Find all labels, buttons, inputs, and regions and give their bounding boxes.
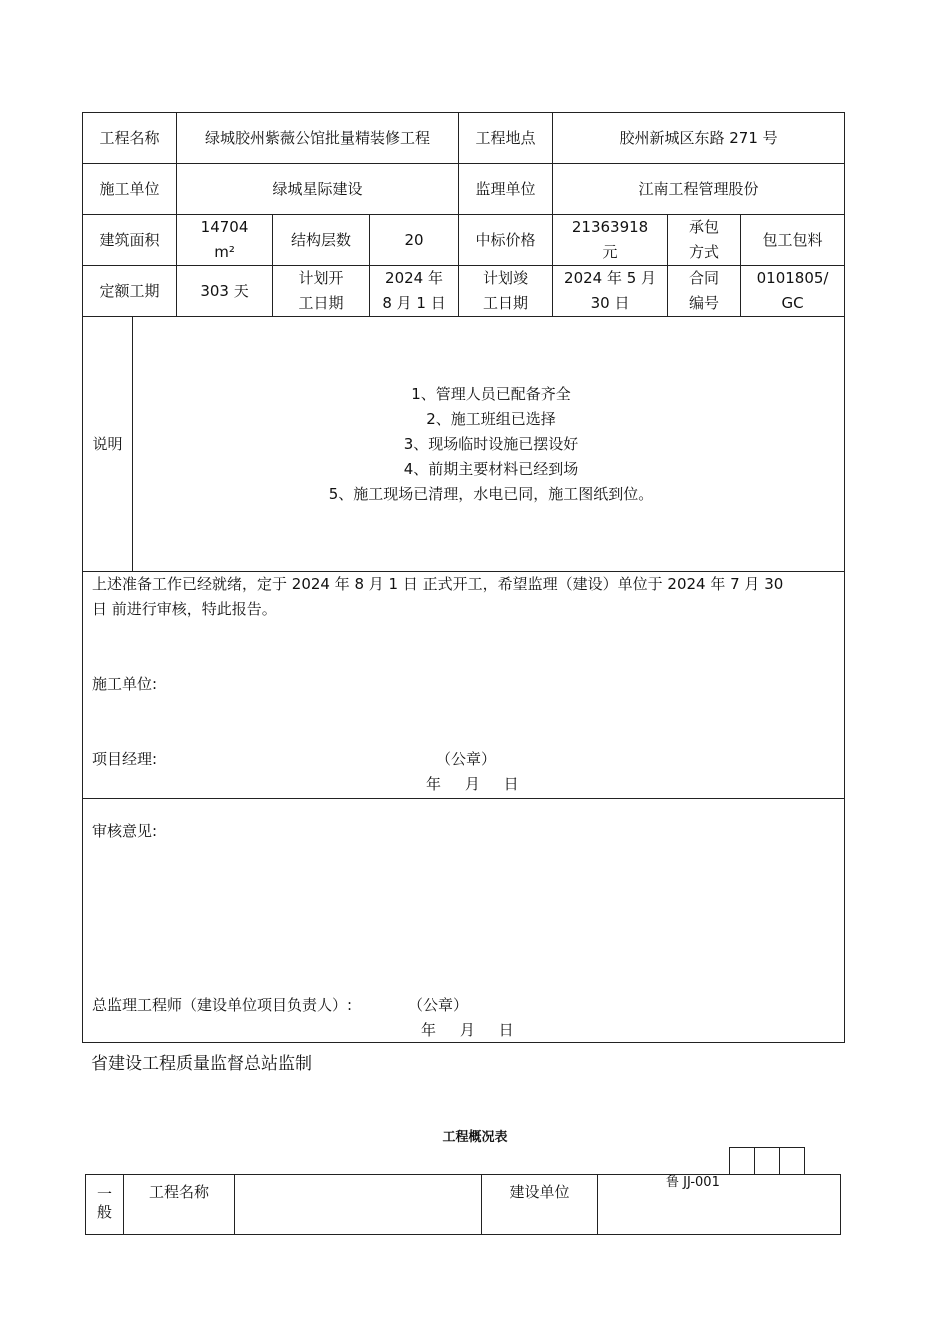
category-line1: 一 (96, 1185, 112, 1203)
contract-mode-value: 包工包料 (741, 215, 845, 266)
plan-end-line2: 30 日 (590, 294, 630, 312)
date-line-1: 年 月 日 (426, 775, 519, 793)
category-line2: 般 (96, 1203, 112, 1221)
plan-start-label-line2: 工日期 (298, 294, 344, 312)
bid-price-value (553, 215, 668, 266)
plan-start-line1: 2024 年 (385, 269, 443, 287)
declaration-section (83, 572, 845, 799)
code-box (780, 1148, 805, 1175)
contract-mode-label-line2: 方式 (689, 243, 720, 261)
contract-no-line1: 0101805/ (756, 269, 829, 287)
bid-price-label: 中标价格 (459, 215, 553, 266)
form-code: 鲁 JJ-001 (666, 1175, 720, 1190)
notes-list (133, 317, 845, 572)
note-item: 3、现场临时设施已摆设好 (403, 434, 579, 453)
supervisor-label: 监理单位 (459, 164, 553, 215)
contract-no-value (741, 266, 845, 317)
contractor-value: 绿城星际建设 (177, 164, 459, 215)
location-value: 胶州新城区东路 271 号 (553, 113, 845, 164)
contract-no-label (668, 266, 741, 317)
plan-start-value (370, 266, 459, 317)
contract-no-label-line1: 合同 (689, 269, 720, 287)
project-name-label: 工程名称 (83, 113, 177, 164)
area-label: 建筑面积 (83, 215, 177, 266)
area-number: 14704 (200, 218, 249, 236)
plan-start-label (273, 266, 370, 317)
plan-start-label-line1: 计划开 (298, 269, 344, 287)
review-opinion-label: 审核意见: (92, 822, 158, 840)
note-item: 1、管理人员已配备齐全 (411, 384, 571, 403)
contract-mode-label-line1: 承包 (689, 218, 720, 236)
code-box (730, 1148, 755, 1175)
contractor-sign-label: 施工单位: (92, 675, 158, 693)
category-cell (86, 1175, 124, 1235)
bid-price-unit: 元 (602, 243, 618, 261)
start-report-form (82, 112, 845, 1043)
code-box (755, 1148, 780, 1175)
note-item: 4、前期主要材料已经到场 (403, 459, 579, 478)
floors-value: 20 (370, 215, 459, 266)
plan-end-label-line1: 计划竣 (483, 269, 529, 287)
area-unit: m² (214, 243, 235, 261)
supervisor-value: 江南工程管理股份 (553, 164, 845, 215)
supervised-by-footer: 省建设工程质量监督总站监制 (91, 1054, 312, 1074)
overview-build-unit-label: 建设单位 (482, 1175, 598, 1235)
notes-label: 说明 (83, 317, 133, 572)
contract-mode-label (668, 215, 741, 266)
note-item: 5、施工现场已清理，水电已同，施工图纸到位。 (328, 484, 654, 503)
bid-price-number: 21363918 (571, 218, 649, 236)
overview-project-name-value (235, 1175, 482, 1235)
date-line-2: 年 月 日 (421, 1021, 514, 1039)
plan-end-label (459, 266, 553, 317)
overview-table (85, 1174, 841, 1235)
declaration-line1: 上述准备工作已经就绪，定于 2024 年 8 月 1 日 正式开工，希望监理（建设）单位于 2024 年 7 月 30 (92, 575, 784, 593)
duration-value: 303 天 (177, 266, 273, 317)
contract-no-label-line2: 编号 (689, 294, 720, 312)
project-name-value: 绿城胶州紫薇公馆批量精装修工程 (177, 113, 459, 164)
location-label: 工程地点 (459, 113, 553, 164)
plan-end-label-line2: 工日期 (483, 294, 529, 312)
declaration-text (92, 572, 840, 622)
contract-no-line2: GC (781, 294, 804, 312)
note-item: 2、施工班组已选择 (426, 409, 556, 428)
plan-start-line2: 8 月 1 日 (382, 294, 446, 312)
area-value (177, 215, 273, 266)
plan-end-line1: 2024 年 5 月 (564, 269, 657, 287)
overview-project-name-label: 工程名称 (124, 1175, 235, 1235)
chief-supervisor-label: 总监理工程师（建设单位项目负责人）: (92, 996, 353, 1014)
floors-label: 结构层数 (273, 215, 370, 266)
project-manager-label: 项目经理: (92, 750, 158, 768)
review-section (83, 799, 845, 1043)
seal-placeholder-1: （公章） (436, 750, 497, 768)
overview-title: 工程概况表 (442, 1130, 508, 1145)
form-code-boxes (729, 1147, 805, 1175)
declaration-line2: 日 前进行审核，特此报告。 (92, 600, 277, 618)
duration-label: 定额工期 (83, 266, 177, 317)
seal-placeholder-2: （公章） (408, 996, 469, 1014)
contractor-label: 施工单位 (83, 164, 177, 215)
plan-end-value (553, 266, 668, 317)
